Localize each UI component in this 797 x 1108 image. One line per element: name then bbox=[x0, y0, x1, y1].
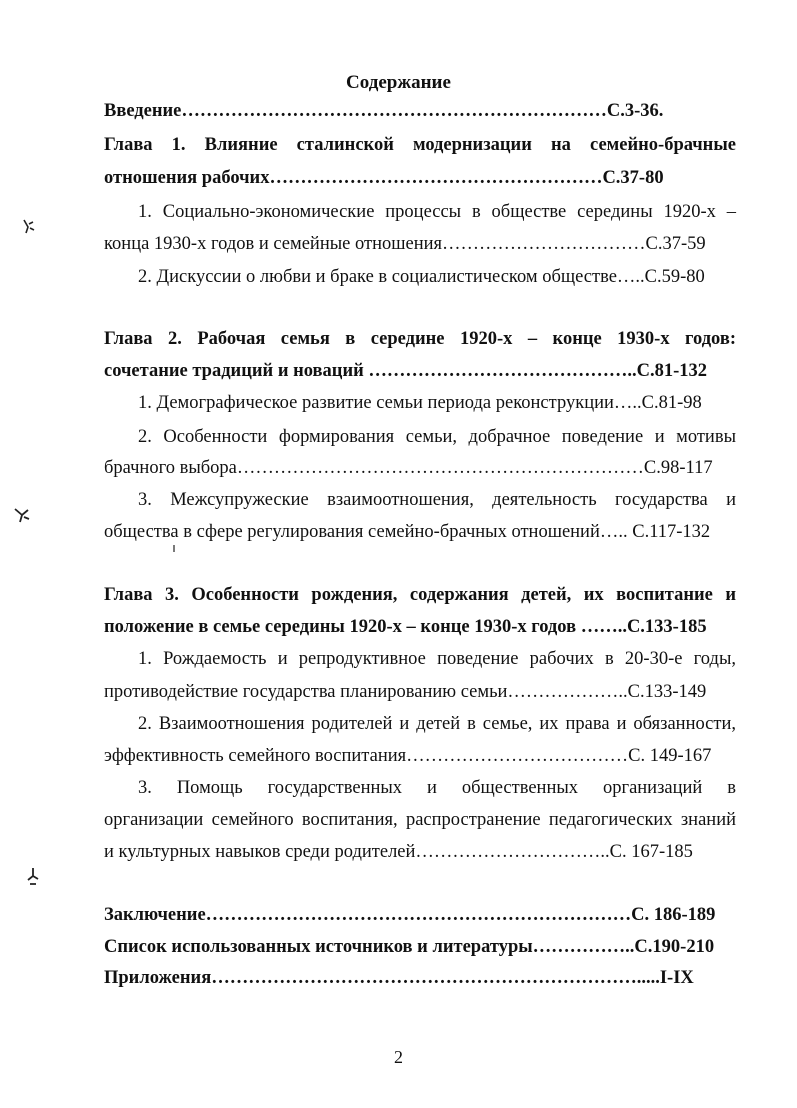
toc-chapter-2-title-line1: Глава 2. Рабочая семья в середине 1920-х – конце 1930-х годов: bbox=[104, 329, 736, 349]
toc-chapter-3-title-line1: Глава 3. Особенности рождения, содержания детей, их воспитание и bbox=[104, 585, 736, 605]
scan-speck-mark bbox=[12, 505, 32, 525]
toc-section-3-3-line3: и культурных навыков среди родителей…………………………..С. 167-185 bbox=[104, 842, 693, 862]
toc-chapter-1-title-line2: отношения рабочих………………………………………………С.37-80 bbox=[104, 168, 664, 188]
toc-section-3-1-line1: 1. Рождаемость и репродуктивное поведение рабочих в 20-30-е годы, bbox=[138, 649, 736, 669]
toc-section-3-1-line2: противодействие государства планированию семьи………………..С.133-149 bbox=[104, 682, 707, 702]
toc-section-1-1-line1: 1. Социально-экономические процессы в обществе середины 1920-х – bbox=[138, 202, 736, 222]
toc-section-1-2: 2. Дискуссии о любви и браке в социалистическом обществе…..С.59-80 bbox=[138, 267, 705, 287]
toc-conclusion: Заключение……………………………………………………………С. 186-189 bbox=[104, 905, 716, 925]
scan-speck-mark bbox=[24, 866, 42, 888]
toc-section-2-3-line2: общества в сфере регулирования семейно-брачных отношений….. С.117-132 bbox=[104, 522, 711, 542]
toc-section-3-3-line1: 3. Помощь государственных и общественных организаций в bbox=[138, 778, 736, 798]
toc-section-2-2-line1: 2. Особенности формирования семьи, добрачное поведение и мотивы bbox=[138, 427, 736, 447]
toc-section-2-3-line1: 3. Межсупружеские взаимоотношения, деятельность государства и bbox=[138, 490, 736, 510]
toc-chapter-2-title-line2: сочетание традиций и новаций ……………………………………..С.81-132 bbox=[104, 361, 708, 381]
toc-section-1-1-line2: конца 1930-х годов и семейные отношения……………………………С.37-59 bbox=[104, 234, 706, 254]
toc-section-3-2-line2: эффективность семейного воспитания………………………………С. 149-167 bbox=[104, 746, 712, 766]
toc-section-2-2-line2: брачного выбора…………………………………………………………С.98-117 bbox=[104, 458, 713, 478]
toc-appendix: Приложения…………………………………………………………….....I-IX bbox=[104, 968, 694, 988]
page-number: 2 bbox=[394, 1047, 403, 1067]
scan-speck-mark bbox=[20, 218, 38, 236]
toc-section-2-1: 1. Демографическое развитие семьи периода реконструкции…..С.81-98 bbox=[138, 393, 702, 413]
toc-chapter-3-title-line2: положение в семье середины 1920-х – конце 1930-х годов ……..С.133-185 bbox=[104, 617, 707, 637]
toc-section-3-3-line2: организации семейного воспитания, распространение педагогических знаний bbox=[104, 810, 736, 830]
toc-section-3-2-line1: 2. Взаимоотношения родителей и детей в семье, их права и обязанности, bbox=[138, 714, 736, 734]
toc-introduction: Введение……………………………………………………………С.3-36. bbox=[104, 101, 664, 121]
scan-speck-mark bbox=[170, 544, 178, 554]
toc-chapter-1-title-line1: Глава 1. Влияние сталинской модернизации на семейно-брачные bbox=[104, 135, 736, 155]
page-title: Содержание bbox=[346, 72, 451, 93]
toc-sources: Список использованных источников и литературы……………..С.190-210 bbox=[104, 937, 715, 957]
